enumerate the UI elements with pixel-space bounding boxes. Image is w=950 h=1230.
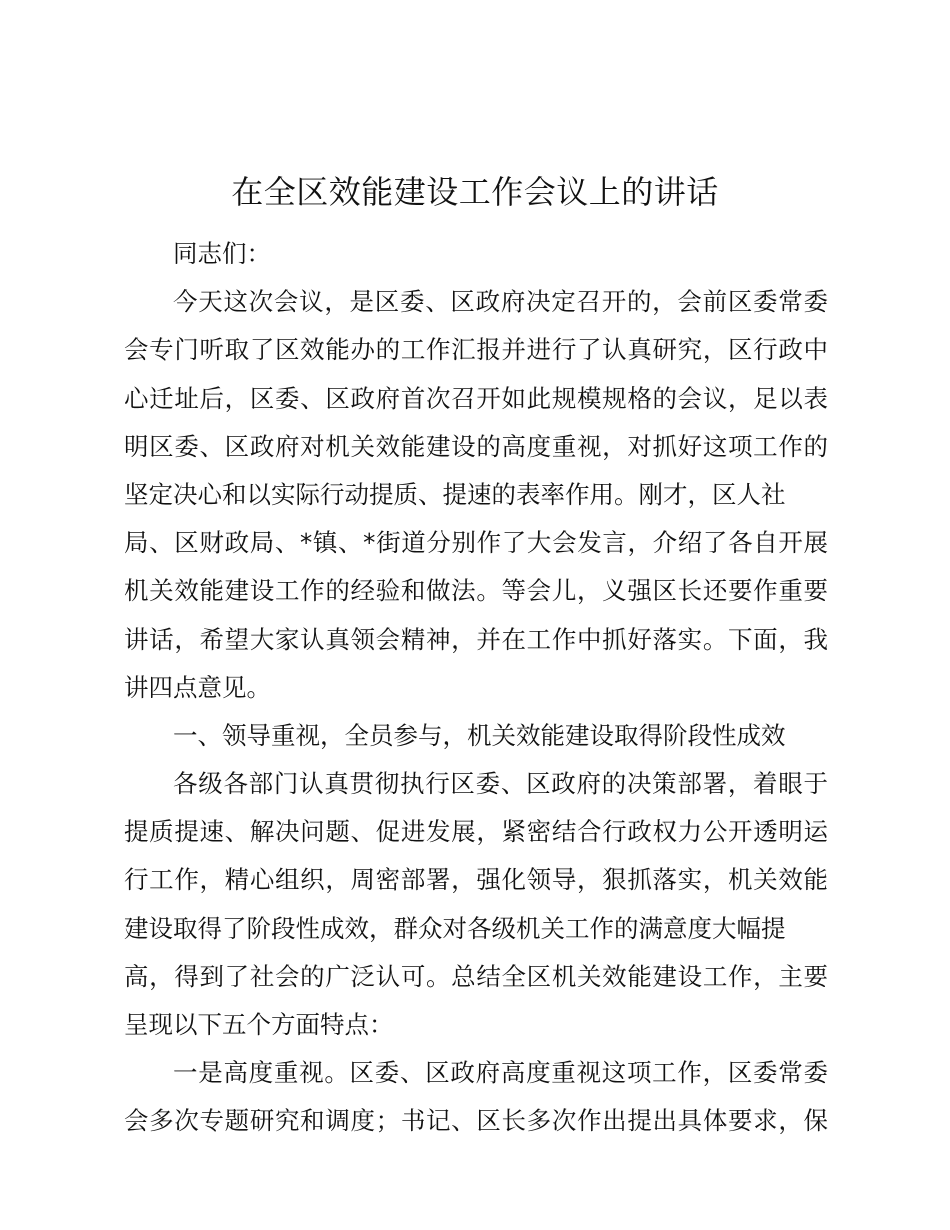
body-line: 明区委、区政府对机关效能建设的高度重视，对抓好这项工作的 bbox=[124, 431, 828, 461]
body-line: 高，得到了社会的广泛认可。总结全区机关效能建设工作，主要 bbox=[124, 961, 828, 991]
body-line: 各级各部门认真贯彻执行区委、区政府的决策部署，着眼于 bbox=[173, 769, 828, 799]
body-line: 一是高度重视。区委、区政府高度重视这项工作，区委常委 bbox=[173, 1058, 828, 1088]
document-body bbox=[124, 230, 828, 1146]
body-line: 坚定决心和以实际行动提质、提速的表率作用。刚才，区人社 bbox=[124, 479, 786, 509]
body-line: 会多次专题研究和调度；书记、区长多次作出提出具体要求，保 bbox=[124, 1106, 828, 1136]
body-line: 呈现以下五个方面特点： bbox=[124, 1010, 394, 1039]
body-line: 一、领导重视，全员参与，机关效能建设取得阶段性成效 bbox=[173, 720, 786, 750]
body-line: 今天这次会议，是区委、区政府决定召开的，会前区委常委 bbox=[173, 287, 828, 317]
body-line: 建设取得了阶段性成效，群众对各级机关工作的满意度大幅提 bbox=[124, 913, 786, 943]
body-line: 讲四点意见。 bbox=[124, 672, 271, 702]
body-line: 同志们： bbox=[173, 239, 271, 268]
body-line: 会专门听取了区效能办的工作汇报并进行了认真研究，区行政中 bbox=[124, 335, 828, 365]
body-line: 局、区财政局、*镇、*街道分别作了大会发言，介绍了各自开展 bbox=[124, 528, 828, 558]
body-line: 行工作，精心组织，周密部署，强化领导，狠抓落实，机关效能 bbox=[124, 865, 828, 895]
body-line: 心迁址后，区委、区政府首次召开如此规模规格的会议，足以表 bbox=[124, 383, 828, 413]
body-line: 机关效能建设工作的经验和做法。等会儿，义强区长还要作重要 bbox=[124, 576, 828, 606]
body-line: 提质提速、解决问题、促进发展，紧密结合行政权力公开透明运 bbox=[124, 817, 828, 847]
document-title: 在全区效能建设工作会议上的讲话 bbox=[231, 173, 719, 211]
body-line: 讲话，希望大家认真领会精神，并在工作中抓好落实。下面，我 bbox=[124, 624, 828, 654]
